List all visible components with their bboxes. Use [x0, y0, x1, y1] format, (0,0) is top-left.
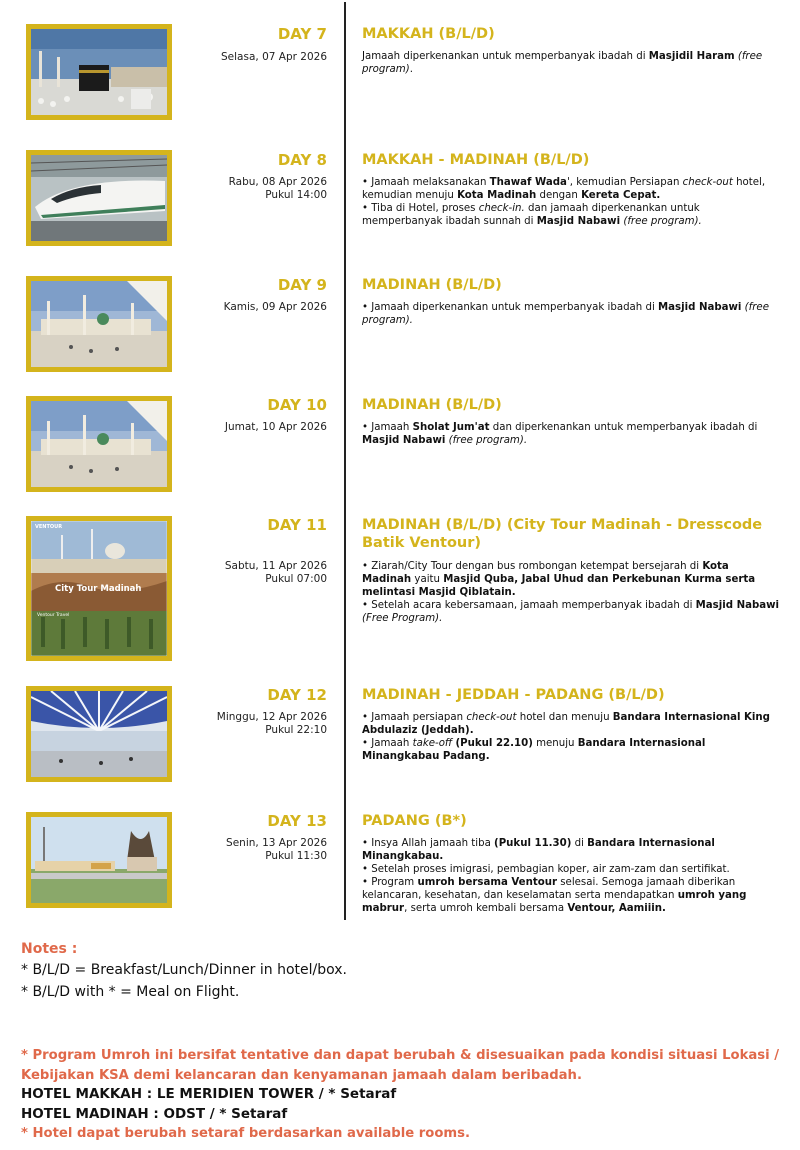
- day-title: PADANG (B*): [362, 813, 467, 829]
- description-paragraph: • Program umroh bersama Ventour selesai. Semoga jamaah diberikan kelancaran, kesehatan, dan keselamatan serta mendapatkan umroh yang mabrur, serta umroh kembali bersama Ventour, Aamiiin.: [362, 877, 747, 914]
- jeddah-airport-photo: [31, 691, 167, 777]
- day-photo-frame: [26, 812, 172, 908]
- day-photo-frame: [26, 24, 172, 120]
- description-paragraph: • Jamaah diperkenankan untuk memperbanyak ibadah di Masjid Nabawi (free program).: [362, 302, 769, 326]
- poster-banner: City Tour Madinah: [55, 584, 142, 594]
- notes-line: * B/L/D = Breakfast/Lunch/Dinner in hotel/box.: [21, 962, 347, 978]
- day-photo-frame: [26, 276, 172, 372]
- masjid-nabawi-photo: [31, 401, 167, 487]
- day-label: DAY 10: [267, 396, 327, 414]
- minangkabau-airport-photo: [31, 817, 167, 903]
- day-description: [362, 560, 780, 625]
- poster-tag: Ventour Travel: [37, 613, 70, 618]
- description-paragraph: • Jamaah Sholat Jum'at dan diperkenankan untuk memperbanyak ibadah di Masjid Nabawi (free program).: [362, 422, 758, 446]
- description-paragraph: • Ziarah/City Tour dengan bus rombongan ketempat bersejarah di Kota Madinah yaitu Masjid Quba, Jabal Uhud dan Perkebunan Kurma serta melintasi Masjid Qiblatain.: [362, 561, 756, 598]
- day-date: Kamis, 09 Apr 2026: [223, 301, 327, 313]
- day-description: [362, 421, 780, 447]
- masjid-nabawi-photo: [31, 281, 167, 367]
- day-title: MAKKAH (B/L/D): [362, 26, 495, 42]
- description-paragraph: • Setelah proses imigrasi, pembagian koper, air zam-zam dan sertifikat.: [362, 864, 730, 875]
- day-title: MADINAH - JEDDAH - PADANG (B/L/D): [362, 687, 665, 703]
- footer-section: [21, 1046, 791, 1144]
- hotel-note: * Hotel dapat berubah setaraf berdasarkan available rooms.: [21, 1126, 471, 1141]
- notes-section: [21, 939, 781, 1003]
- day-description: [362, 301, 780, 327]
- day-label: DAY 7: [277, 25, 327, 43]
- poster-brand-logo: VENTOUR: [35, 524, 63, 530]
- day-date: Senin, 13 Apr 2026 Pukul 11:30: [226, 837, 327, 862]
- day-description: [362, 837, 780, 915]
- day-title: MADINAH (B/L/D) (City Tour Madinah - Dresscode Batik Ventour): [362, 517, 763, 551]
- day-label: DAY 8: [277, 151, 327, 169]
- hotel-makkah: HOTEL MAKKAH : LE MERIDIEN TOWER / * Setaraf: [21, 1086, 397, 1102]
- day-date: Selasa, 07 Apr 2026: [221, 51, 327, 63]
- description-paragraph: • Jamaah persiapan check-out hotel dan menuju Bandara Internasional King Abdulaziz (Jeddah).: [362, 712, 770, 736]
- notes-line: * B/L/D with * = Meal on Flight.: [21, 984, 240, 1000]
- day-label: DAY 12: [267, 686, 327, 704]
- day-photo-frame: [26, 396, 172, 492]
- day-photo-frame: [26, 516, 172, 661]
- day-description: [362, 711, 780, 763]
- day-photo-frame: [26, 150, 172, 246]
- day-date: Minggu, 12 Apr 2026 Pukul 22:10: [216, 711, 327, 736]
- day-photo-frame: [26, 686, 172, 782]
- description-paragraph: • Jamaah melaksanakan Thawaf Wada', kemudian Persiapan check-out hotel, kemudian menuju Kota Madinah dengan Kereta Cepat.: [362, 177, 766, 201]
- description-paragraph: • Tiba di Hotel, proses check-in. dan jamaah diperkenankan untuk memperbanyak ibadah sunnah di Masjid Nabawi (free program).: [362, 203, 702, 227]
- high-speed-train-photo: [31, 155, 167, 241]
- timeline-divider: [344, 2, 346, 920]
- day-date: Rabu, 08 Apr 2026 Pukul 14:00: [228, 176, 327, 201]
- day-title: MADINAH (B/L/D): [362, 397, 502, 413]
- description-paragraph: • Setelah acara kebersamaan, jamaah memperbanyak ibadah di Masjid Nabawi (Free Program).: [362, 600, 780, 624]
- notes-title: Notes :: [21, 941, 78, 957]
- day-description: [362, 176, 780, 228]
- day-title: MAKKAH - MADINAH (B/L/D): [362, 152, 590, 168]
- day-label: DAY 9: [277, 276, 327, 294]
- day-description: [362, 50, 780, 76]
- kaaba-photo: [31, 29, 167, 115]
- description-paragraph: • Jamaah take-off (Pukul 22.10) menuju Bandara Internasional Minangkabau Padang.: [362, 738, 706, 762]
- hotel-madinah: HOTEL MADINAH : ODST / * Setaraf: [21, 1105, 288, 1122]
- day-title: MADINAH (B/L/D): [362, 277, 502, 293]
- program-disclaimer: * Program Umroh ini bersifat tentative dan dapat berubah & disesuaikan pada kondisi situasi Lokasi / Kebijakan KSA demi kelancaran dan kenyamanan jamaah dalam beribadah.: [21, 1048, 780, 1083]
- day-date: Jumat, 10 Apr 2026: [224, 421, 327, 433]
- description-paragraph: • Insya Allah jamaah tiba (Pukul 11.30) di Bandara Internasional Minangkabau.: [362, 838, 715, 862]
- description-paragraph: Jamaah diperkenankan untuk memperbanyak ibadah di Masjidil Haram (free program).: [362, 51, 763, 75]
- day-date: Sabtu, 11 Apr 2026 Pukul 07:00: [224, 560, 327, 585]
- day-label: DAY 11: [267, 516, 327, 534]
- city-tour-madinah-poster: [31, 521, 167, 656]
- day-label: DAY 13: [267, 812, 327, 830]
